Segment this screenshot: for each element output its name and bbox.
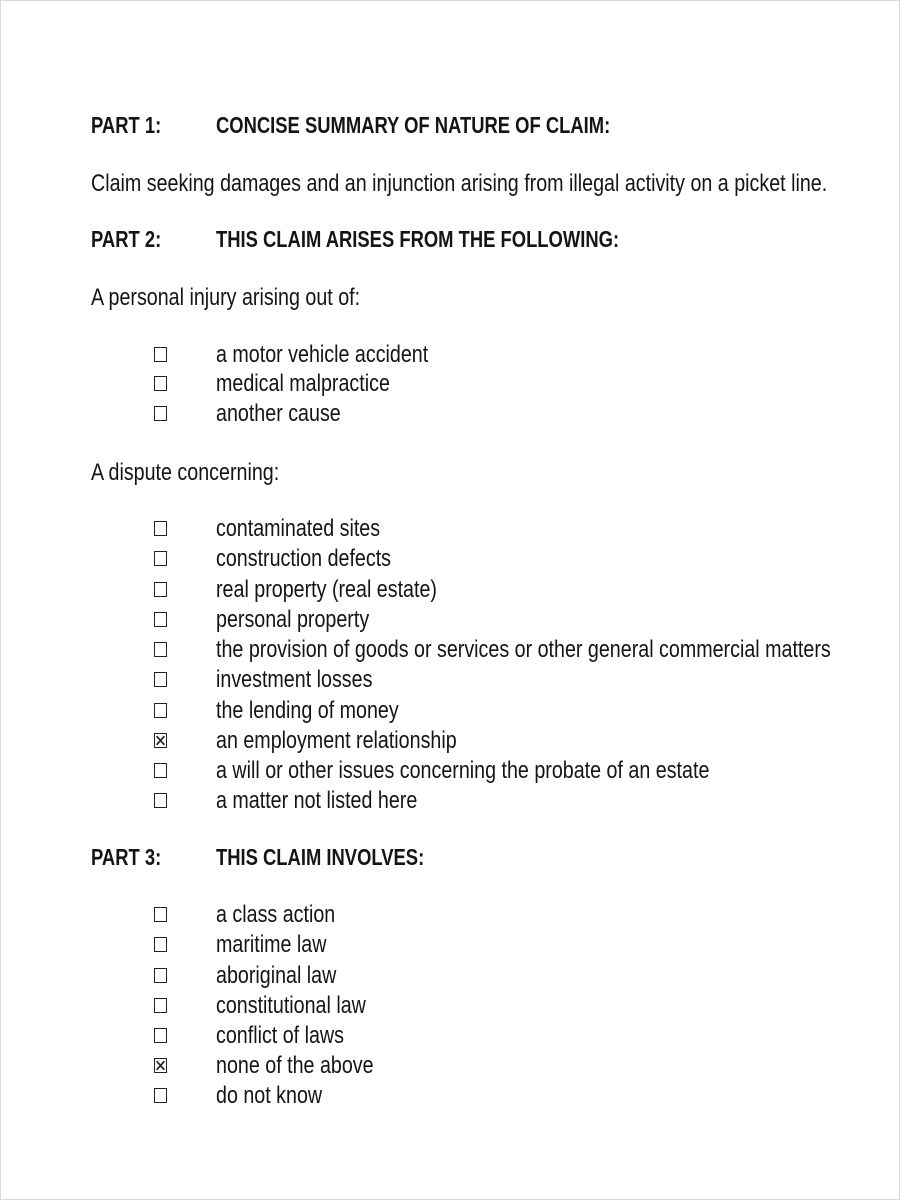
checklist-item[interactable] xyxy=(1,697,899,727)
part1-title: CONCISE SUMMARY OF NATURE OF CLAIM: xyxy=(216,112,611,138)
checklist-item[interactable] xyxy=(1,757,899,787)
checklist-item-label: constitutional law xyxy=(216,992,366,1019)
checklist-item-label: a matter not listed here xyxy=(216,787,418,814)
checklist-item[interactable] xyxy=(1,515,899,545)
checkbox-empty-icon[interactable] xyxy=(154,521,167,536)
checkbox-empty-icon[interactable] xyxy=(154,612,167,627)
checklist-item[interactable] xyxy=(1,370,899,400)
dispute-intro: A dispute concerning: xyxy=(91,459,280,486)
checklist-item-label: maritime law xyxy=(216,931,327,958)
checkbox-empty-icon[interactable] xyxy=(154,907,167,922)
personal-injury-intro: A personal injury arising out of: xyxy=(91,284,361,311)
checkbox-empty-icon[interactable] xyxy=(154,672,167,687)
checklist-item[interactable] xyxy=(1,962,899,992)
checklist-item-label: construction defects xyxy=(216,545,392,572)
checkbox-x-icon[interactable] xyxy=(154,1058,167,1073)
checklist-item-label: the lending of money xyxy=(216,697,399,724)
part2-title: THIS CLAIM ARISES FROM THE FOLLOWING: xyxy=(216,226,620,252)
checkbox-empty-icon[interactable] xyxy=(154,1088,167,1103)
claim-summary: Claim seeking damages and an injunction arising from illegal activity on a picket line. xyxy=(91,170,828,197)
checklist-item[interactable] xyxy=(1,666,899,696)
checklist-item-label: investment losses xyxy=(216,666,373,693)
checklist-item-label: real property (real estate) xyxy=(216,576,437,603)
checklist-item-label: personal property xyxy=(216,606,370,633)
checkbox-empty-icon[interactable] xyxy=(154,642,167,657)
checklist-item[interactable] xyxy=(1,606,899,636)
checkbox-empty-icon[interactable] xyxy=(154,347,167,362)
part1-label: PART 1: xyxy=(91,112,162,138)
checklist-item[interactable] xyxy=(1,1052,899,1082)
checklist-item-label: contaminated sites xyxy=(216,515,381,542)
checkbox-empty-icon[interactable] xyxy=(154,551,167,566)
checklist-item-label: medical malpractice xyxy=(216,370,390,397)
checklist-item-label: another cause xyxy=(216,400,341,427)
checklist-item[interactable] xyxy=(1,1082,899,1112)
checklist-item-label: aboriginal law xyxy=(216,962,337,989)
checklist-item-label: do not know xyxy=(216,1082,323,1109)
checkbox-empty-icon[interactable] xyxy=(154,582,167,597)
part3-title: THIS CLAIM INVOLVES: xyxy=(216,844,425,870)
checkbox-empty-icon[interactable] xyxy=(154,703,167,718)
checkbox-empty-icon[interactable] xyxy=(154,937,167,952)
checkbox-empty-icon[interactable] xyxy=(154,763,167,778)
checklist-item-label: none of the above xyxy=(216,1052,374,1079)
checkbox-empty-icon[interactable] xyxy=(154,793,167,808)
checklist-item[interactable] xyxy=(1,636,899,666)
checkbox-empty-icon[interactable] xyxy=(154,968,167,983)
checklist-item[interactable] xyxy=(1,545,899,575)
checklist-item[interactable] xyxy=(1,576,899,606)
part2-label: PART 2: xyxy=(91,226,162,252)
checkbox-empty-icon[interactable] xyxy=(154,1028,167,1043)
checklist-item-label: a class action xyxy=(216,901,336,928)
checklist-item[interactable] xyxy=(1,787,899,817)
part3-label: PART 3: xyxy=(91,844,162,870)
checklist-item[interactable] xyxy=(1,901,899,931)
checklist-item-label: the provision of goods or services or other general commercial matters xyxy=(216,636,831,663)
checkbox-empty-icon[interactable] xyxy=(154,406,167,421)
checkbox-x-icon[interactable] xyxy=(154,733,167,748)
checklist-item[interactable] xyxy=(1,931,899,961)
checklist-item-label: a will or other issues concerning the probate of an estate xyxy=(216,757,710,784)
checkbox-empty-icon[interactable] xyxy=(154,998,167,1013)
checklist-item-label: an employment relationship xyxy=(216,727,457,754)
checklist-item[interactable] xyxy=(1,400,899,430)
checklist-item[interactable] xyxy=(1,1022,899,1052)
checklist-item-label: a motor vehicle accident xyxy=(216,341,429,368)
checklist-item[interactable] xyxy=(1,992,899,1022)
checklist-item[interactable] xyxy=(1,727,899,757)
checklist-item[interactable] xyxy=(1,341,899,371)
checklist-item-label: conflict of laws xyxy=(216,1022,344,1049)
checkbox-empty-icon[interactable] xyxy=(154,376,167,391)
